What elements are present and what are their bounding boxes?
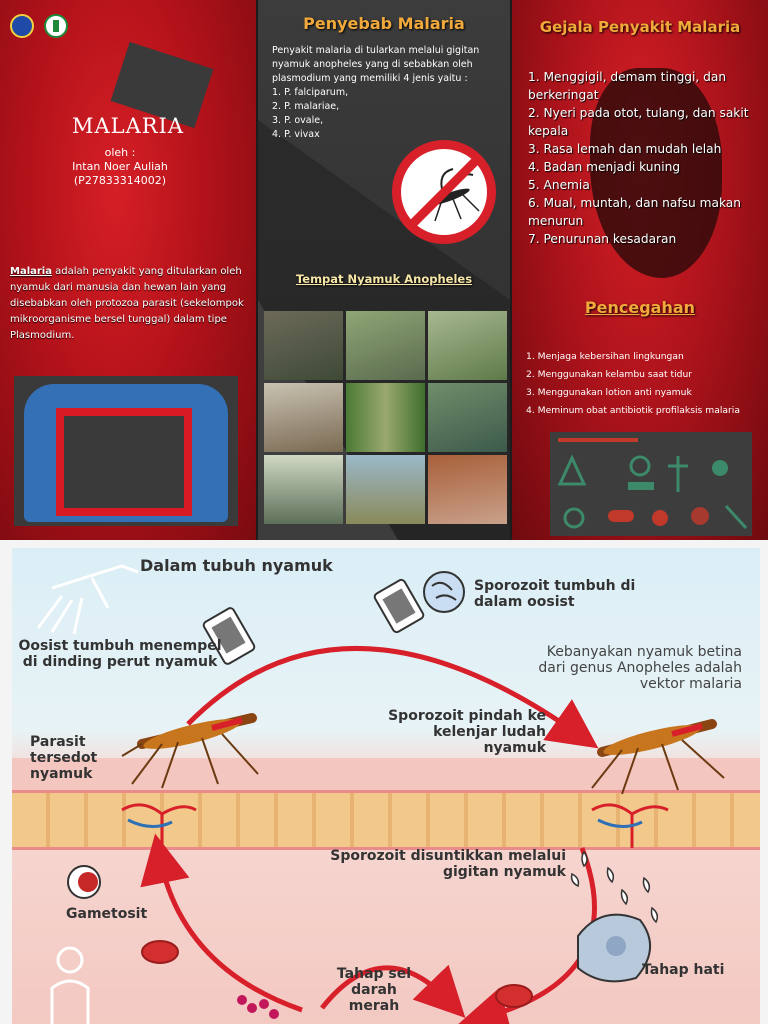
patient-illustration bbox=[14, 376, 238, 526]
symptoms-heading: Gejala Penyakit Malaria bbox=[539, 18, 741, 36]
breeding-sites-heading: Tempat Nyamuk Anopheles bbox=[295, 272, 473, 286]
symptom-item: 1. Menggigil, demam tinggi, dan berkeringat bbox=[528, 70, 727, 102]
brochure-title: MALARIA bbox=[71, 114, 185, 138]
malaria-definition-text: adalah penyakit yang ditularkan oleh nyamuk dari manusia dan hewan lain yang disebabkan oleh protozoa parasit (sekelompok mikroorganisme bersel tunggal) dalam tipe Plasmodium. bbox=[10, 266, 244, 341]
breeding-site-photo bbox=[428, 311, 507, 380]
symptom-item: 3. Rasa lemah dan mudah lelah bbox=[528, 142, 722, 156]
mosquito-right-icon bbox=[592, 719, 724, 794]
author-id: (P27833314002) bbox=[73, 174, 167, 187]
malaria-life-cycle-diagram bbox=[12, 548, 760, 1024]
plasmodium-type: 4. P. vivax bbox=[272, 129, 320, 140]
malaria-keyword: Malaria bbox=[10, 266, 52, 277]
vector-note-label: Kebanyakan nyamuk betina dari genus Anopheles adalah vektor malaria bbox=[538, 644, 742, 692]
breeding-sites-gallery bbox=[264, 311, 508, 526]
prevention-illustration bbox=[550, 432, 752, 536]
life-cycle-arrows bbox=[12, 548, 760, 1024]
breeding-site-photo bbox=[346, 311, 425, 380]
cause-text: Penyakit malaria di tularkan melalui gigitan nyamuk anopheles yang di sebabkan oleh plasmodium yang memiliki 4 jenis yaitu : bbox=[272, 45, 480, 84]
prevention-item: 1. Menjaga kebersihan lingkungan bbox=[526, 351, 684, 362]
symptom-item: 4. Badan menjadi kuning bbox=[528, 160, 681, 174]
gametocyte-icon bbox=[68, 866, 100, 898]
prevention-list bbox=[526, 348, 762, 420]
symptom-item: 5. Anemia bbox=[528, 178, 590, 192]
cause-heading: Penyebab Malaria bbox=[303, 14, 465, 33]
symptom-item: 6. Mual, muntah, dan nafsu makan menurun bbox=[528, 196, 741, 228]
parasite-sucked-label: Parasit tersedot nyamuk bbox=[30, 734, 98, 782]
plasmodium-type: 2. P. malariae, bbox=[272, 101, 340, 112]
capillary-left-icon bbox=[122, 805, 196, 848]
plasmodium-type: 3. P. ovale, bbox=[272, 115, 324, 126]
breeding-site-photo bbox=[346, 455, 425, 524]
sporozoite-tube-icon bbox=[373, 572, 464, 634]
plasmodium-type: 1. P. falciparum, bbox=[272, 87, 349, 98]
prevention-heading: Pencegahan bbox=[584, 298, 696, 317]
breeding-site-photo bbox=[264, 383, 343, 452]
author-block bbox=[0, 146, 240, 188]
symptom-item: 2. Nyeri pada otot, tulang, dan sakit kepala bbox=[528, 106, 749, 138]
sporozoites-icon bbox=[572, 852, 658, 922]
prevention-item: 4. Meminum obat antibiotik profilaksis malaria bbox=[526, 405, 740, 416]
liver-cell-icon bbox=[578, 915, 650, 982]
malaria-definition bbox=[10, 264, 246, 344]
sporozoite-grow-label: Sporozoit tumbuh di dalam oosist bbox=[474, 578, 636, 610]
sporozoite-move-label: Sporozoit pindah ke kelenjar ludah nyamuk bbox=[388, 708, 546, 756]
mosquito-outline-icon bbox=[38, 566, 138, 634]
sporozoite-injected-label: Sporozoit disuntikkan melalui gigitan nyamuk bbox=[330, 848, 566, 880]
author-by: oleh : bbox=[104, 146, 136, 159]
in-mosquito-label: Dalam tubuh nyamuk bbox=[140, 556, 333, 575]
gametocyte-label: Gametosit bbox=[66, 906, 148, 922]
symptom-item: 7. Penurunan kesadaran bbox=[528, 232, 677, 246]
health-logo bbox=[44, 14, 68, 38]
cause-text-block bbox=[272, 44, 502, 142]
symptoms-list bbox=[528, 68, 760, 248]
breeding-site-photo bbox=[264, 455, 343, 524]
breeding-site-photo bbox=[346, 383, 425, 452]
breeding-site-photo bbox=[264, 311, 343, 380]
prevention-item: 2. Menggunakan kelambu saat tidur bbox=[526, 369, 693, 380]
breeding-site-photo bbox=[428, 383, 507, 452]
prevention-item: 3. Menggunakan lotion anti nyamuk bbox=[526, 387, 692, 398]
breeding-site-photo bbox=[428, 455, 507, 524]
capillary-right-icon bbox=[592, 805, 668, 848]
no-mosquito-icon bbox=[392, 140, 496, 244]
liver-stage-label: Tahap hati bbox=[642, 962, 725, 978]
blood-stage-label: Tahap sel darah merah bbox=[336, 966, 412, 1014]
plasmodium-types bbox=[272, 86, 502, 142]
oocyst-grow-label: Oosist tumbuh menempel di dinding perut nyamuk bbox=[18, 638, 222, 670]
ministry-logo bbox=[10, 14, 34, 38]
human-silhouette-icon bbox=[52, 948, 88, 1024]
author-name: Intan Noer Auliah bbox=[72, 160, 168, 173]
